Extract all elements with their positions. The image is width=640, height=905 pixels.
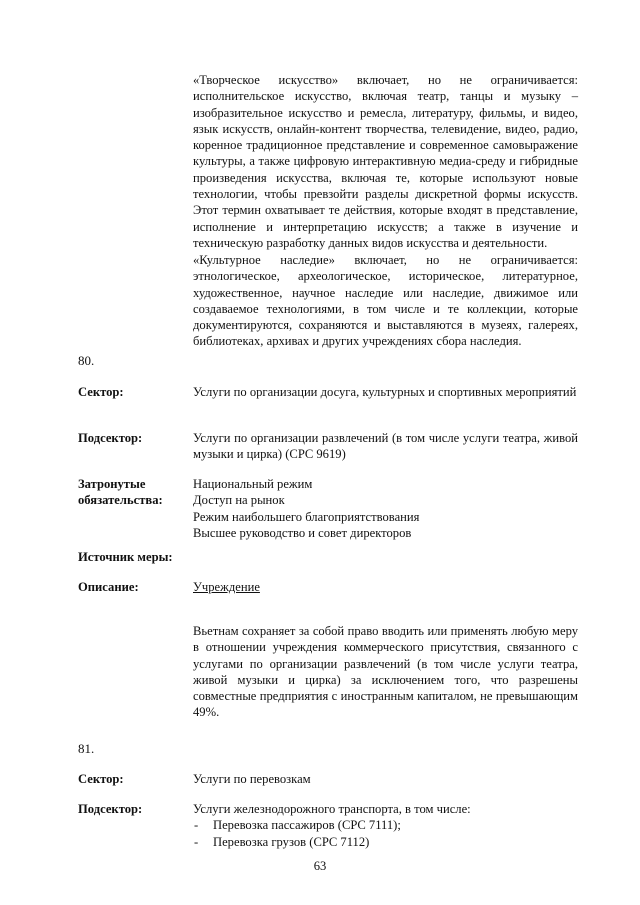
source-label: Источник меры: xyxy=(78,550,173,564)
sector-label: Сектор: xyxy=(78,385,124,399)
subsector-value: Услуги железнодорожного транспорта, в том числе: xyxy=(193,802,471,816)
obligation-item: Высшее руководство и совет директоров xyxy=(193,525,412,540)
page-number: 63 xyxy=(313,859,327,873)
cultural-heritage-definition: «Культурное наследие» включает, но не ограничивается: этнологическое, археологическое, историческое, литературное, художественное, научное наследие или наследие, движимое или создаваемое технологиями, в том числе и те коллекции, которые документируются, сохраняются и выставляются в музеях, галереях, библиотеках, архивах и других учреждениях сбора наследия. xyxy=(193,253,578,349)
description-heading: Учреждение xyxy=(193,580,260,594)
subsector-label: Подсектор: xyxy=(78,431,143,445)
obligations-label: Затронутые обязательства: xyxy=(78,477,163,508)
list-item: - Перевозка грузов (CPC 7112) xyxy=(193,834,578,850)
sector-value: Услуги по организации досуга, культурных и спортивных мероприятий xyxy=(193,385,577,399)
subsector-label: Подсектор: xyxy=(78,802,143,816)
creative-arts-definition: «Творческое искусство» включает, но не ограничивается: исполнительское искусство, включая театр, танцы и музыку – изобразительное искусство и ремесла, литературу, фильмы, и видео, язык искусств, онлайн-контент творчества, телевидение, видео, радио, коренное традиционное представление и современное самовыражение культуры, а также цифровую интерактивную медиа-среду и гибридные произведения искусства, включая те, которые используют новые технологии, чтобы превзойти разделы дискретной формы искусств. Этот термин охватывает те действия, которые входят в представление, исполнение и интерпретацию искусств; а также в изучение и техническую разработку данных видов искусства и деятельности. xyxy=(193,73,578,250)
sector-value: Услуги по перевозкам xyxy=(193,772,311,786)
obligation-item: Национальный режим xyxy=(193,477,313,491)
description-text: Вьетнам сохраняет за собой право вводить или применять любую меру в отношении учреждения коммерческого присутствия, связанного с услугами по организации развлечений (в том числе услуги театра, живой музыки и цирка) за исключением того, что разрешены совместные предприятия с иностранным капиталом, не превышающим 49%. xyxy=(193,624,578,720)
sector-label: Сектор: xyxy=(78,772,124,786)
entry-number-81: 81. xyxy=(78,741,95,756)
subsector-block xyxy=(193,801,578,850)
subsector-value: Услуги по организации развлечений (в том числе услуги театра, живой музыки и цирка) (CPC 9619) xyxy=(193,431,578,462)
description-label: Описание: xyxy=(78,580,139,594)
obligation-item: Доступ на рынок xyxy=(193,493,285,508)
obligations-list xyxy=(193,476,578,541)
subsector-list xyxy=(193,817,578,850)
entry-number-80: 80. xyxy=(78,353,95,368)
list-item: - Перевозка пассажиров (CPC 7111); xyxy=(193,817,578,833)
obligation-item: Режим наибольшего благоприятствования xyxy=(193,509,420,524)
